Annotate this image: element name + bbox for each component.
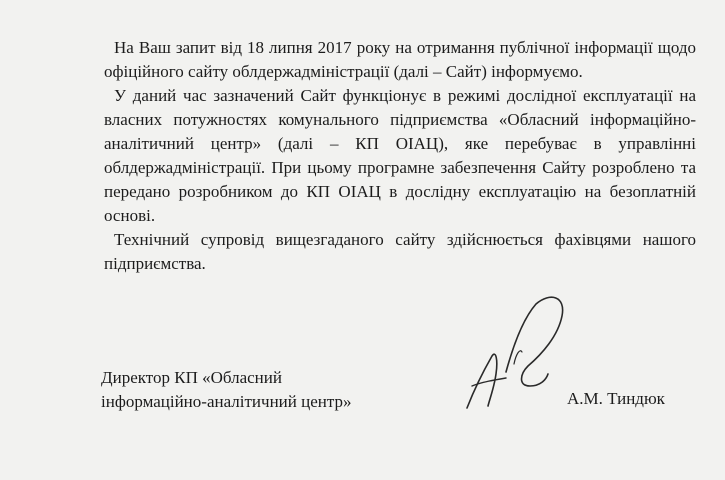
paragraph-support: Технічний супровід вищезгаданого сайту здійснюється фахівцями нашого підприємства. (104, 230, 696, 273)
signer-title-line1: Директор КП «Обласний (101, 368, 282, 387)
signer-name: А.М. Тиндюк (567, 389, 665, 408)
paragraph-request: На Ваш запит від 18 липня 2017 року на отримання публічної інформації щодо офіційного сайту облдержадміністрації (далі – Сайт) інформуємо. (104, 38, 696, 81)
signer-title-line2: інформаційно-аналітичний центр» (101, 392, 352, 411)
paragraph-site-status: У даний час зазначений Сайт функціонує в режимі дослідної експлуатації на власних потужностях комунального підприємства «Обласний інформаційно-аналітичний центр» (далі – КП ОІАЦ), яке перебуває в управлінні облдержадміністрації. При цьому програмне забезпечення Сайту розроблено та передано розробником до КП ОІАЦ в дослідну експлуатацію на безоплатній основі. (104, 86, 696, 225)
letter-body (104, 36, 696, 276)
signer-title (101, 366, 351, 414)
handwritten-signature (462, 290, 582, 420)
